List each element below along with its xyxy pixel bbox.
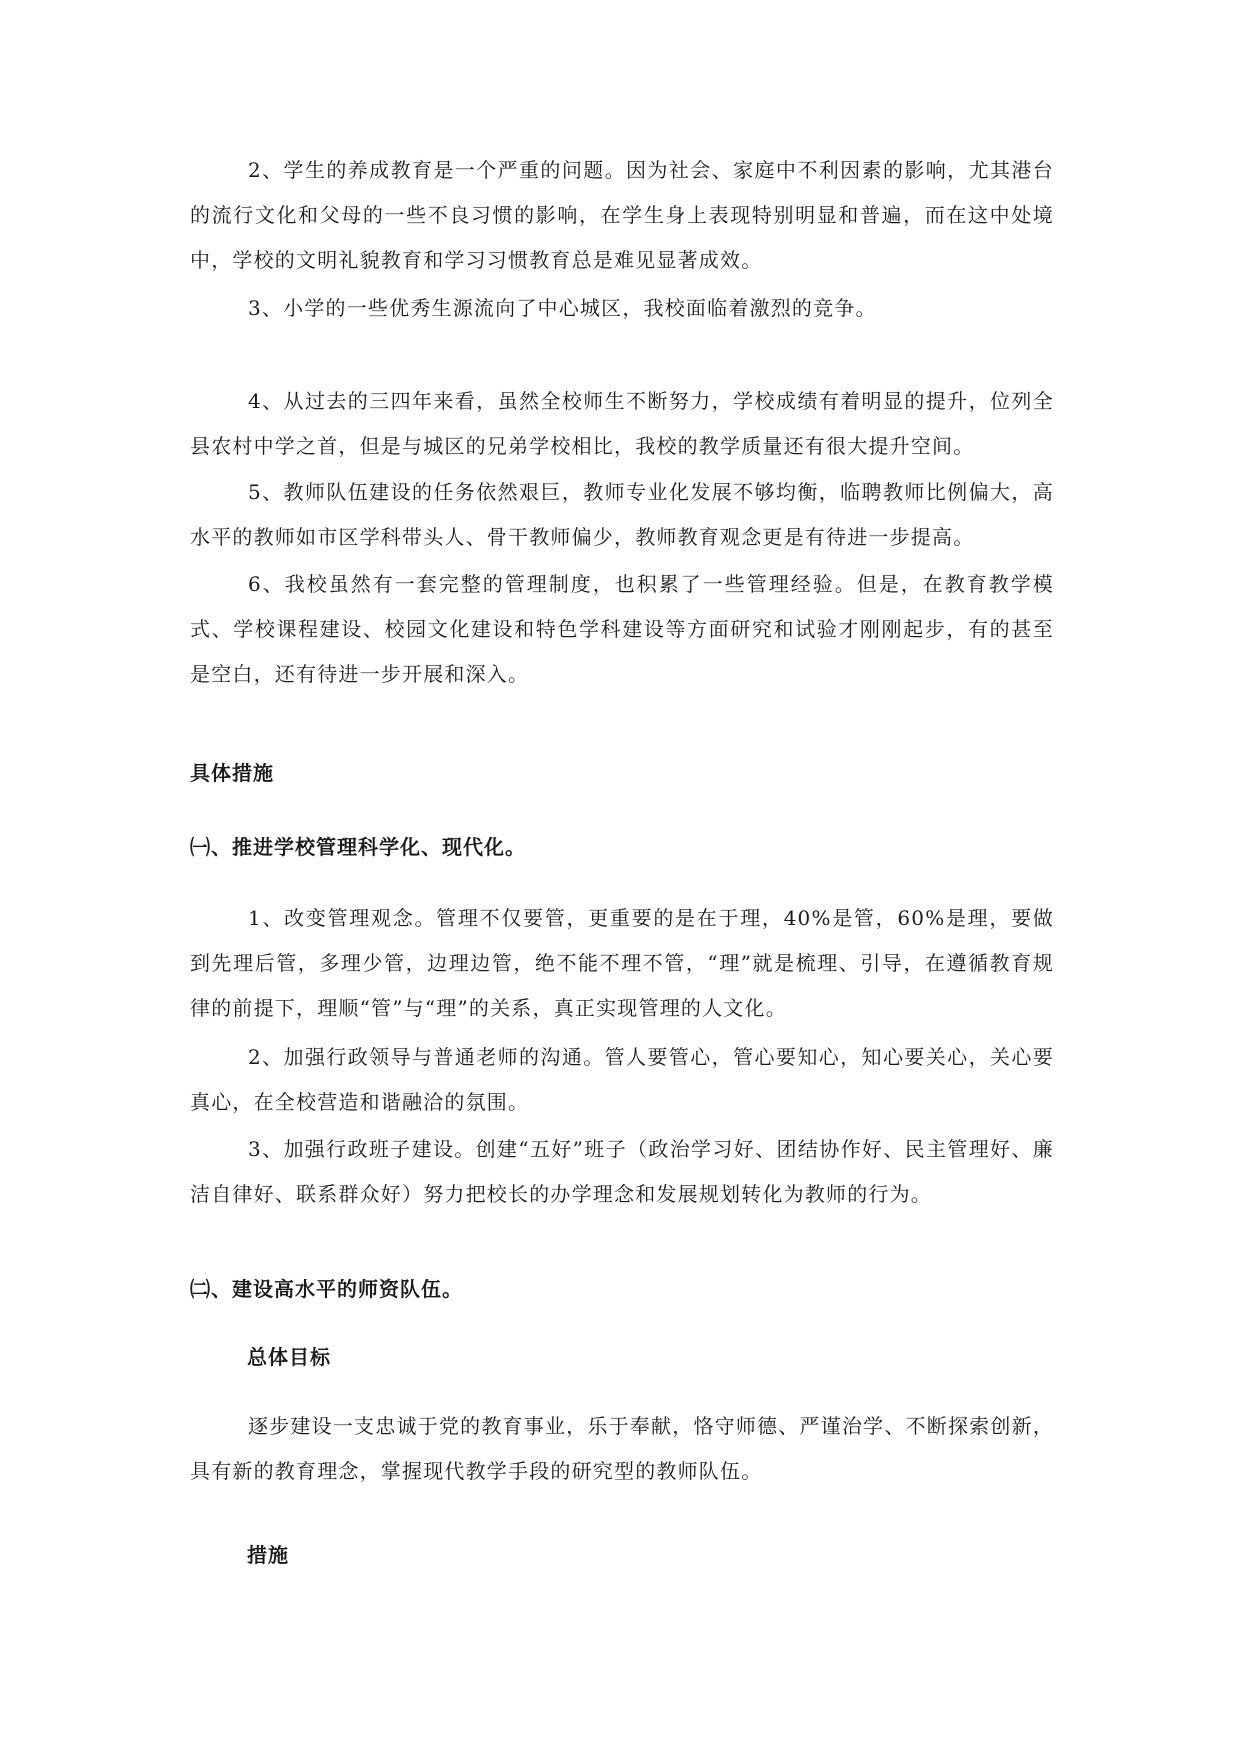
paragraph-teacher-team [190, 470, 1054, 560]
paragraph-management-system [190, 562, 1054, 697]
paragraph-goal-description [190, 1404, 1054, 1494]
paragraph-management-concept [190, 896, 1054, 1031]
paragraph-student-source [190, 286, 1054, 331]
heading-overall-goal: 总体目标 [247, 1345, 331, 1369]
paragraph-admin-team [190, 1127, 1054, 1217]
paragraph-text: 逐步建设一支忠诚于党的教育事业，乐于奉献，恪守师德、严谨治学、不断探索创新，具有新的教育理念，掌握现代教学手段的研究型的教师队伍。 [190, 1414, 1054, 1483]
paragraph-communication [190, 1035, 1054, 1125]
heading-specific-measures: 具体措施 [190, 761, 274, 785]
paragraph-text: 1、改变管理观念。管理不仅要管，更重要的是在于理，40%是管，60%是理，要做到先理后管，多理少管，边理边管，绝不能不理不管，“理”就是梳理、引导，在遵循教育规律的前提下，理顺“管”与“理”的关系，真正实现管理的人文化。 [190, 906, 1054, 1020]
paragraph-text: 4、从过去的三四年来看，虽然全校师生不断努力，学校成绩有着明显的提升，位列全县农村中学之首，但是与城区的兄弟学校相比，我校的教学质量还有很大提升空间。 [190, 389, 1054, 458]
paragraph-text: 2、学生的养成教育是一个严重的问题。因为社会、家庭中不利因素的影响，尤其港台的流行文化和父母的一些不良习惯的影响，在学生身上表现特别明显和普遍，而在这中处境中，学校的文明礼貌教育和学习习惯教育总是难见显著成效。 [190, 158, 1054, 272]
heading-section-one: ㈠、推进学校管理科学化、现代化。 [190, 835, 526, 859]
paragraph-text: 6、我校虽然有一套完整的管理制度，也积累了一些管理经验。但是，在教育教学模式、学校课程建设、校园文化建设和特色学科建设等方面研究和试验才刚刚起步，有的甚至是空白，还有待进一步开展和深入。 [190, 572, 1054, 686]
paragraph-text: 2、加强行政领导与普通老师的沟通。管人要管心，管心要知心，知心要关心，关心要真心，在全校营造和谐融洽的氛围。 [190, 1045, 1054, 1114]
paragraph-student-habits [190, 148, 1054, 283]
heading-section-two: ㈡、建设高水平的师资队伍。 [190, 1277, 463, 1301]
paragraph-text: 3、加强行政班子建设。创建“五好”班子（政治学习好、团结协作好、民主管理好、廉洁自律好、联系群众好）努力把校长的办学理念和发展规划转化为教师的行为。 [190, 1137, 1054, 1206]
paragraph-teaching-quality [190, 379, 1054, 469]
paragraph-text: 5、教师队伍建设的任务依然艰巨，教师专业化发展不够均衡，临聘教师比例偏大，高水平的教师如市区学科带头人、骨干教师偏少，教师教育观念更是有待进一步提高。 [190, 480, 1054, 549]
heading-measures: 措施 [247, 1543, 289, 1567]
paragraph-text: 3、小学的一些优秀生源流向了中心城区，我校面临着激烈的竞争。 [248, 296, 877, 320]
